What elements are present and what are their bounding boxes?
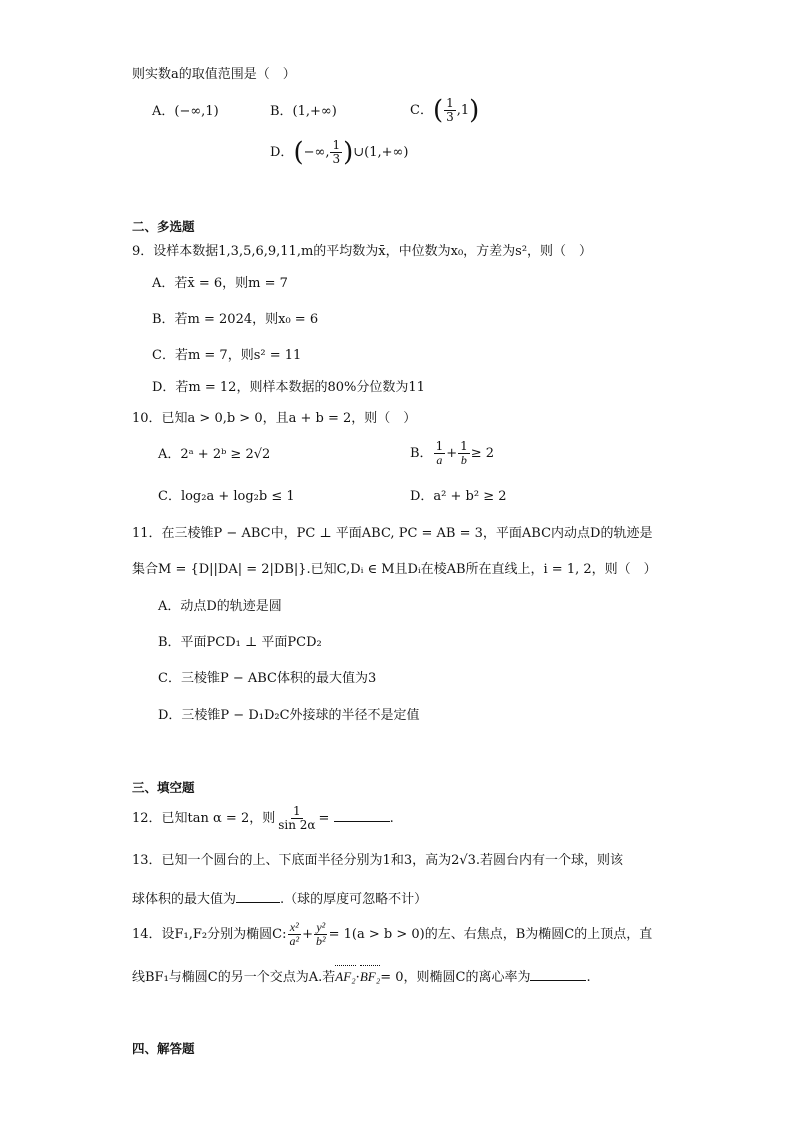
q9-option-d: D．若m = 12，则样本数据的80%分位数为11 xyxy=(152,380,425,395)
section-heading-fill-in: 三、填空题 xyxy=(132,780,195,795)
q8-option-a: A．(−∞,1) xyxy=(152,104,219,119)
q9-option-b: B．若m = 2024，则x₀ = 6 xyxy=(152,312,319,327)
q11-option-d: D．三棱锥P − D₁D₂C外接球的半径不是定值 xyxy=(158,708,420,723)
q9-stem: 9．设样本数据1,3,5,6,9,11,m的平均数为x̄，中位数为x₀，方差为s²，则（ ） xyxy=(132,244,593,259)
q10-fraction-1-over-b: $\frac{1}{b}$ xyxy=(460,439,468,467)
q13-line1: 13．已知一个圆台的上、下底面半径分别为1和3，高为2√3.若圆台内有一个球，则该 xyxy=(132,853,624,868)
q12-answer-blank[interactable] xyxy=(334,807,390,822)
q11-option-c: C．三棱锥P − ABC体积的最大值为3 xyxy=(158,671,377,686)
q9-option-c: C．若m = 7，则s² = 11 xyxy=(152,348,302,363)
q8-option-c-label: C． xyxy=(410,103,433,118)
vector-bf2: BF₂ xyxy=(359,969,381,984)
q10-fraction-1-over-a: $\frac{1}{a}$ xyxy=(435,439,444,467)
q10-option-c: C．log₂a + log₂b ≤ 1 xyxy=(158,489,295,504)
q10-option-a: A．2ᵃ + 2ᵇ ≥ 2√2 xyxy=(158,447,271,462)
q11-option-b: B．平面PCD₁ ⊥ 平面PCD₂ xyxy=(158,635,322,650)
q9-option-a: A．若x̄ = 6，则m = 7 xyxy=(152,276,288,291)
q10-option-b: B． $\frac{1}{a}$ + $\frac{1}{b}$ ≥ 2 xyxy=(410,439,495,467)
q8-option-b: B．(1,+∞) xyxy=(270,104,337,119)
q12-line: 12．已知tan α = 2，则 $\frac{1}{\sin 2\alpha}$ = . xyxy=(132,804,394,832)
q8-option-c: C．( $\frac{1}{3}$ ,1) xyxy=(410,95,480,126)
q10-stem: 10．已知a > 0,b > 0，且a + b = 2，则（ ） xyxy=(132,411,417,426)
q8-option-d-fraction: $\frac{1}{3}$ xyxy=(332,138,341,166)
q11-stem-line1: 11．在三棱锥P − ABC中，PC ⊥ 平面ABC, PC = AB = 3，平面ABC内动点D的轨迹是 xyxy=(132,526,653,541)
q14-fraction-x: $\frac{\text{x²}}{\text{a²}}$ xyxy=(289,920,300,948)
q14-fraction-y: $\frac{\text{y²}}{\text{b²}}$ xyxy=(315,920,326,948)
q13-answer-blank[interactable] xyxy=(236,888,280,903)
q11-stem-line2: 集合M = {D||DA| = 2|DB|}.已知C,Dᵢ ∈ M且Dᵢ在棱AB所在直线上，i = 1, 2，则（ ） xyxy=(132,562,657,577)
q8-option-d: D．(−∞, $\frac{1}{3}$ )∪(1,+∞) xyxy=(270,137,409,168)
q8-option-d-label: D． xyxy=(270,145,294,160)
q8-option-c-fraction: $\frac{1}{3}$ xyxy=(446,96,454,124)
q14-line1: 14．设F₁,F₂分别为椭圆C: $\frac{\text{x²}}{\text{a²}}$ + $\frac{\text{y²}}{\text{b²}}$ = 1(a > b > 0)的左、右焦点，B为椭圆C的上顶点，直 xyxy=(132,920,653,948)
section-heading-multiple-choice: 二、多选题 xyxy=(132,219,195,234)
vector-af2: AF₂ xyxy=(335,969,356,984)
q12-fraction: $\frac{1}{\sin 2\alpha}$ xyxy=(278,804,316,832)
q14-answer-blank[interactable] xyxy=(530,966,586,981)
q11-option-a: A．动点D的轨迹是圆 xyxy=(158,599,282,614)
section-heading-solution: 四、解答题 xyxy=(132,1041,195,1056)
q14-line2: 线BF₁与椭圆C的另一个交点为A.若AF₂·BF₂= 0，则椭圆C的离心率为 . xyxy=(132,966,591,987)
q13-line2: 球体积的最大值为 .（球的厚度可忽略不计） xyxy=(132,888,427,909)
q8-stem: 则实数a的取值范围是（ ） xyxy=(132,67,296,82)
q10-option-d: D．a² + b² ≥ 2 xyxy=(410,489,507,504)
